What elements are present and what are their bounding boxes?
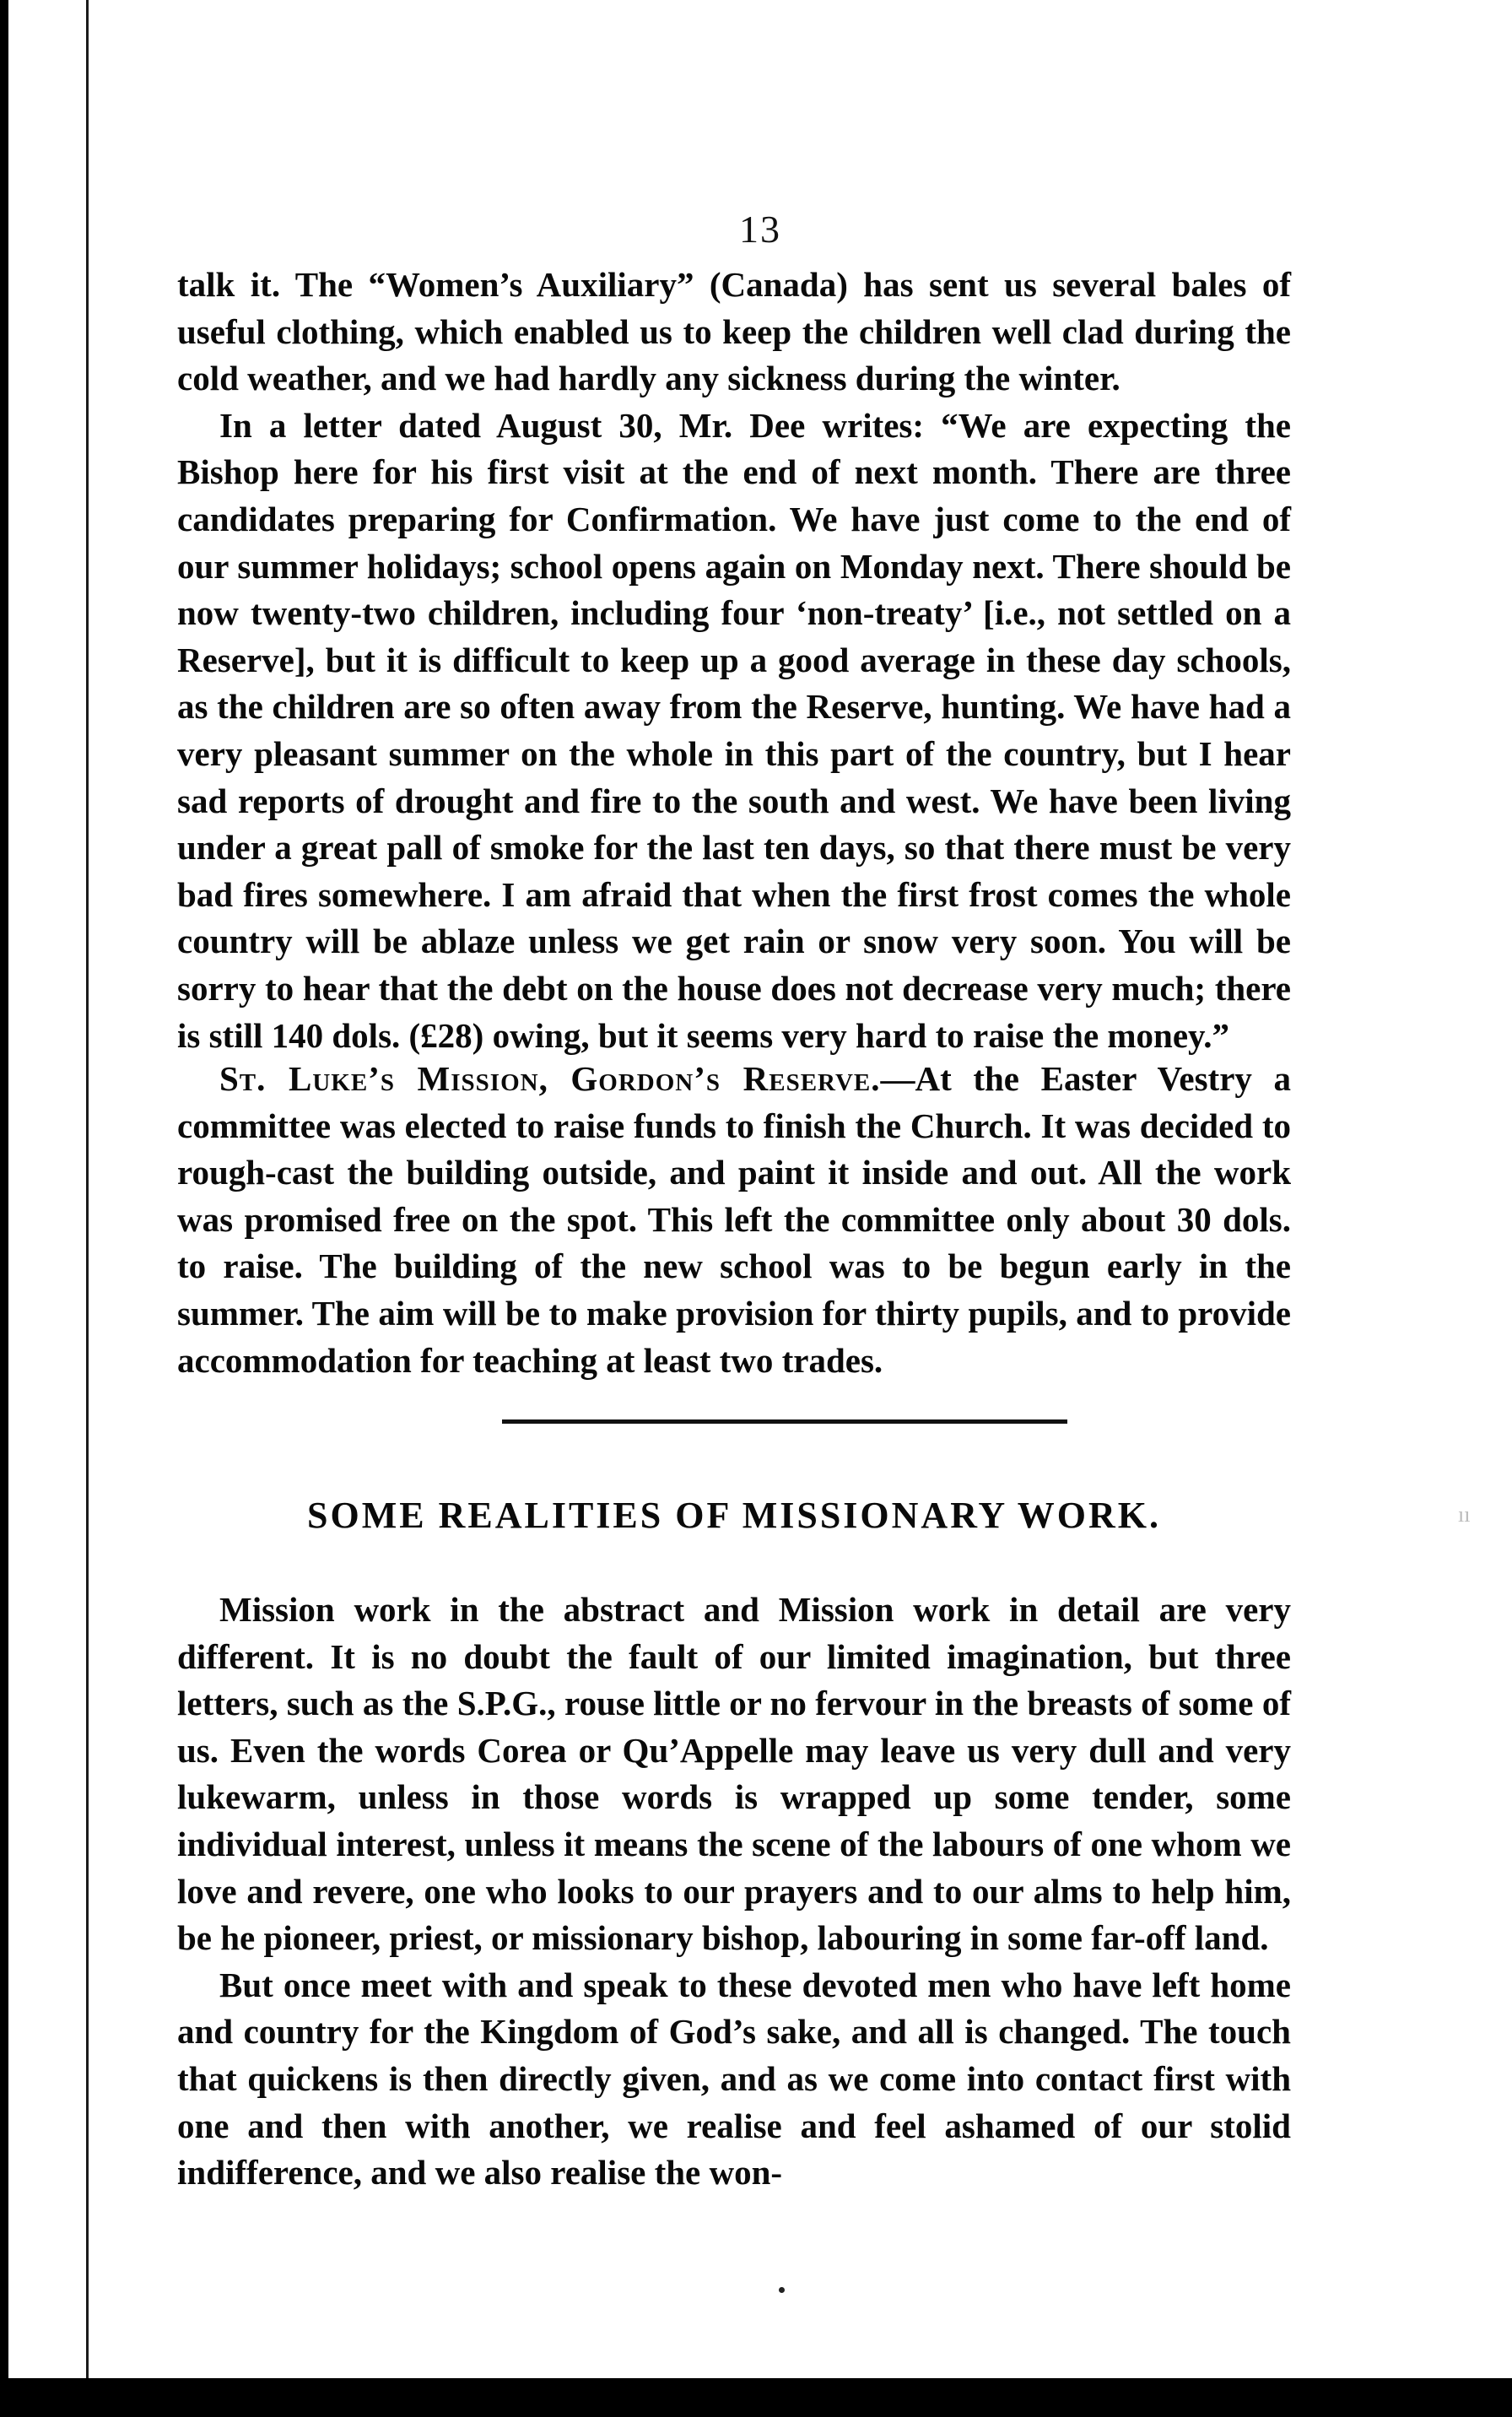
paragraph-devoted-men: But once meet with and speak to these devoted men who have left home and country for the Kingdom of God’s sake, and all is changed. The touch that quickens is then directly given, and as we come into contact first with one and then with another, we realise and feel ashamed of our stolid indifference, and we also realise the won- bbox=[177, 1965, 1291, 2193]
paragraph-letter-mr-dee: In a letter dated August 30, Mr. Dee writes: “We are expecting the Bishop here for his first visit at the end of next month. There are three candidates preparing for Confirmation. We have just come to the end of our summer holidays; school opens again on Monday next. There should be now twenty-two children, including four ‘non-treaty’ [i.e., not settled on a Reserve], but it is difficult to keep up a good average in these day schools, as the children are so often away from the Reserve, hunting. We have had a very pleasant summer on the whole in this part of the country, but I hear sad reports of drought and fire to the south and west. We have been living under a great pall of smoke for the last ten days, so that there must be very bad fires somewhere. I am afraid that when the first frost comes the whole country will be ablaze unless we get rain or snow very soon. You will be sorry to hear that the debt on the house does not decrease very much; there is still 140 dols. (£28) owing, but it seems very hard to raise the money.” bbox=[177, 405, 1291, 1055]
book-page bbox=[8, 0, 1512, 2378]
page-speck bbox=[779, 2287, 785, 2293]
article-body bbox=[177, 1587, 1291, 2197]
section-divider-rule bbox=[502, 1419, 1067, 1424]
paragraph-mission-work-abstract: Mission work in the abstract and Mission work in detail are very different. It is no doubt the fault of our limited imagination, but three letters, such as the S.P.G., rouse little or no fervour in the breasts of some of us. Even the words Corea or Qu’Appelle may leave us very dull and very lukewarm, unless in those words is wrapped up some tender, some individual interest, unless it means the scene of the labours of one whom we love and revere, one who looks to our prayers and to our alms to help him, be he pioneer, priest, or missionary bishop, labouring in some far-off land. bbox=[177, 1590, 1291, 1958]
st-lukes-mission-section bbox=[177, 1056, 1291, 1384]
paragraph-clothing: talk it. The “Women’s Auxiliary” (Canada) has sent us several bales of useful clothing, which enabled us to keep the children well clad during the cold weather, and we had hardly any sickness during the winter. bbox=[177, 265, 1291, 398]
page-number: 13 bbox=[739, 208, 781, 251]
st-lukes-lead-in: St. Luke’s Mission, Gordon’s Reserve. bbox=[219, 1059, 881, 1098]
binding-fold-line bbox=[86, 0, 89, 2378]
continued-section bbox=[177, 262, 1291, 1059]
margin-pencil-mark: ıı bbox=[1458, 1502, 1471, 1527]
paragraph-st-lukes bbox=[177, 1056, 1291, 1384]
article-heading: SOME REALITIES OF MISSIONARY WORK. bbox=[307, 1495, 1161, 1536]
st-lukes-body: —At the Easter Vestry a committee was elected to raise funds to finish the Church. It was decided to rough-cast the building outside, and paint it inside and out. All the work was promised free on the spot. This left the committee only about 30 dols. to raise. The building of the new school was to be begun early in the summer. The aim will be to make provision for thirty pupils, and to provide accommodation for teaching at least two trades. bbox=[177, 1059, 1291, 1380]
